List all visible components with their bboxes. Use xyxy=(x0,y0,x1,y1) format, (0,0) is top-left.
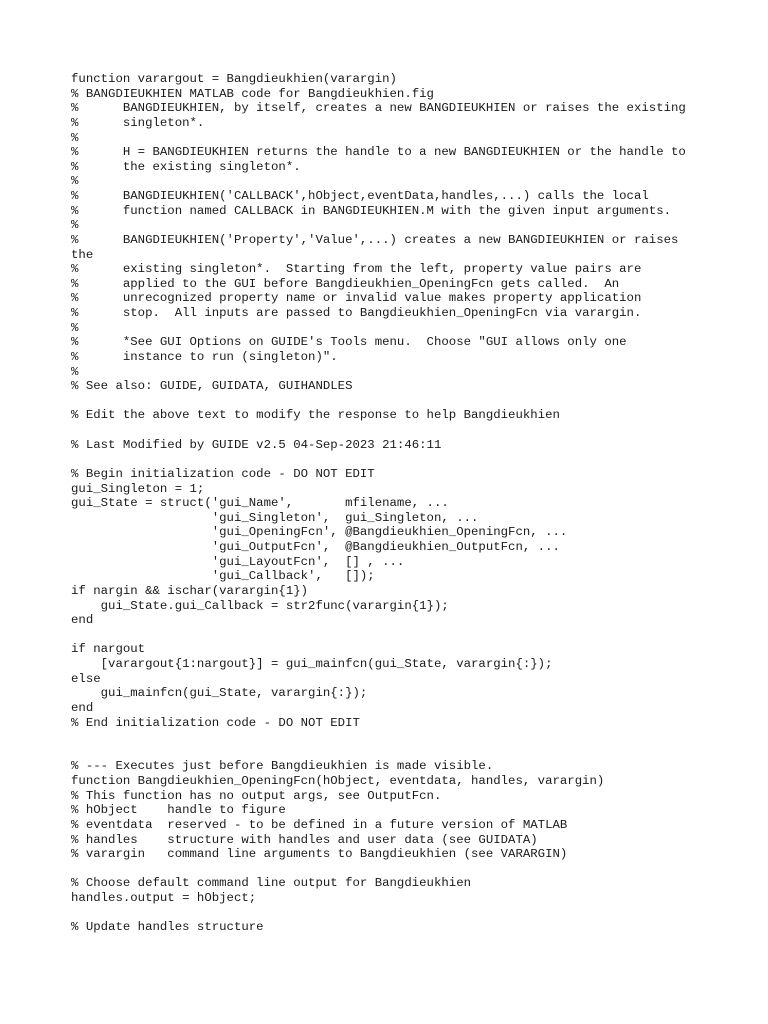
code-line: else xyxy=(71,671,101,686)
code-line: % hObject handle to figure xyxy=(71,803,286,818)
code-line: % xyxy=(71,130,79,145)
code-line: % xyxy=(71,364,79,379)
code-line: [varargout{1:nargout}] = gui_mainfcn(gui_State, varargin{:}); xyxy=(71,657,553,671)
code-line: if nargout xyxy=(71,642,146,657)
code-line: % xyxy=(71,218,79,233)
code-line: % existing singleton*. Starting from the left, property value pairs are xyxy=(71,262,642,277)
code-line: % --- Executes just before Bangdieukhien is made visible. xyxy=(71,759,494,774)
code-line: % *See GUI Options on GUIDE's Tools menu. Choose "GUI allows only one xyxy=(71,335,627,350)
code-line: % singleton*. xyxy=(71,115,205,130)
code-line: if nargin && ischar(varargin{1}) xyxy=(71,583,309,598)
code-line: % handles structure with handles and user data (see GUIDATA) xyxy=(71,832,538,847)
code-line: % BANGDIEUKHIEN, by itself, creates a new BANGDIEUKHIEN or raises the existing xyxy=(71,101,686,116)
code-line xyxy=(71,862,761,877)
code-line: gui_State = struct('gui_Name', mfilename, ... xyxy=(71,496,449,511)
code-line: % Edit the above text to modify the response to help Bangdieukhien xyxy=(71,408,560,423)
code-line: 'gui_OutputFcn', @Bangdieukhien_OutputFcn, ... xyxy=(71,540,560,554)
code-line: % eventdata reserved - to be defined in a future version of MATLAB xyxy=(71,817,568,832)
code-line xyxy=(71,730,761,745)
code-line: % instance to run (singleton)". xyxy=(71,349,338,364)
code-line: the xyxy=(71,247,94,262)
code-line: % unrecognized property name or invalid value makes property application xyxy=(71,291,642,306)
code-line: 'gui_OpeningFcn', @Bangdieukhien_OpeningFcn, ... xyxy=(71,525,568,540)
code-line xyxy=(71,452,761,467)
code-line: gui_Singleton = 1; xyxy=(71,481,205,496)
code-line xyxy=(71,906,761,921)
code-line xyxy=(71,423,761,438)
code-line xyxy=(71,394,761,409)
code-line: % BANGDIEUKHIEN('Property','Value',...) creates a new BANGDIEUKHIEN or raises xyxy=(71,232,679,247)
code-line: % BANGDIEUKHIEN('CALLBACK',hObject,eventData,handles,...) calls the local xyxy=(71,189,649,203)
code-line: % xyxy=(71,320,79,335)
code-line: % xyxy=(71,174,79,189)
code-line: % Update handles structure xyxy=(71,920,264,935)
code-line: % the existing singleton*. xyxy=(71,159,301,174)
code-line xyxy=(71,628,761,643)
code-line: % See also: GUIDE, GUIDATA, GUIHANDLES xyxy=(71,379,353,394)
code-line: % applied to the GUI before Bangdieukhien_OpeningFcn gets called. An xyxy=(71,276,620,291)
code-line: 'gui_Singleton', gui_Singleton, ... xyxy=(71,510,479,525)
code-line: % End initialization code - DO NOT EDIT xyxy=(71,715,360,730)
code-line: % BANGDIEUKHIEN MATLAB code for Bangdieukhien.fig xyxy=(71,86,434,101)
code-line: end xyxy=(71,700,94,715)
code-line: % function named CALLBACK in BANGDIEUKHIEN.M with the given input arguments. xyxy=(71,203,672,218)
code-line: % varargin command line arguments to Bangdieukhien (see VARARGIN) xyxy=(71,847,568,862)
code-line: 'gui_Callback', []); xyxy=(71,569,375,584)
code-line: gui_State.gui_Callback = str2func(varargin{1}); xyxy=(71,598,449,613)
matlab-code-listing xyxy=(71,72,761,935)
code-line xyxy=(71,745,761,760)
code-line: % stop. All inputs are passed to Bangdieukhien_OpeningFcn via varargin. xyxy=(71,306,642,320)
code-line: % Last Modified by GUIDE v2.5 04-Sep-2023 21:46:11 xyxy=(71,437,442,452)
code-line: gui_mainfcn(gui_State, varargin{:}); xyxy=(71,686,368,701)
code-line: function varargout = Bangdieukhien(varargin) xyxy=(71,72,397,86)
code-line: % Begin initialization code - DO NOT EDIT xyxy=(71,466,375,481)
code-line: function Bangdieukhien_OpeningFcn(hObject, eventdata, handles, varargin) xyxy=(71,774,605,788)
code-line: % H = BANGDIEUKHIEN returns the handle to a new BANGDIEUKHIEN or the handle to xyxy=(71,145,686,160)
code-line: 'gui_LayoutFcn', [] , ... xyxy=(71,554,405,569)
code-line: % Choose default command line output for Bangdieukhien xyxy=(71,876,472,891)
code-line: % This function has no output args, see OutputFcn. xyxy=(71,788,442,803)
code-line: handles.output = hObject; xyxy=(71,891,257,905)
code-line: end xyxy=(71,613,94,628)
